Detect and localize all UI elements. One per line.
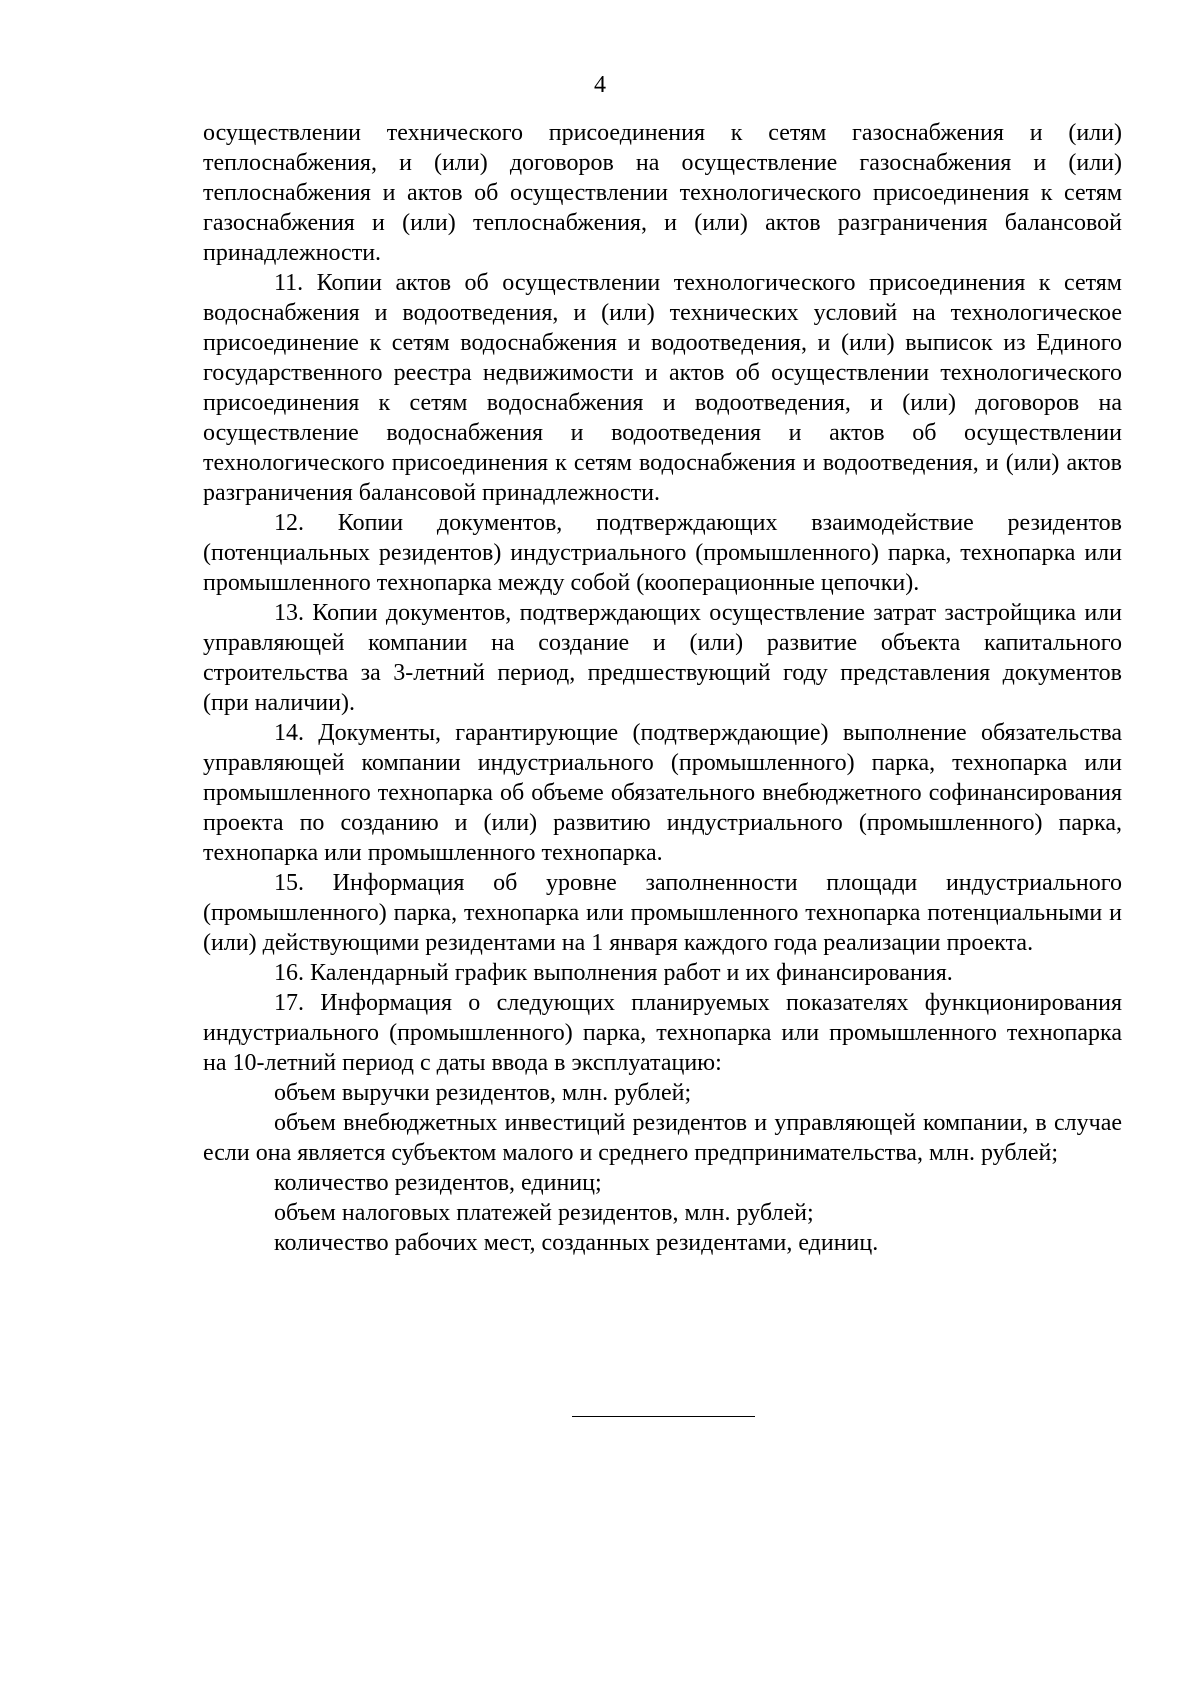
paragraph-item-11: 11. Копии актов об осуществлении технологического присоединения к сетям водоснабжения и водоотведения, и (или) технических условий на технологическое присоединение к сетям водоснабжения и водоотведения, и (или) выписок из Единого государственного реестра недвижимости и актов об осуществлении технологического присоединения к сетям водоснабжения и водоотведения, и (или) договоров на осуществление водоснабжения и водоотведения и актов об осуществлении технологического присоединения к сетям водоснабжения и водоотведения, и (или) актов разграничения балансовой принадлежности. bbox=[203, 270, 1122, 506]
end-of-document-rule bbox=[572, 1416, 755, 1417]
paragraph-item-17: 17. Информация о следующих планируемых показателях функционирования индустриального (промышленного) парка, технопарка или промышленного технопарка на 10-летний период с даты ввода в эксплуатацию: bbox=[203, 990, 1122, 1076]
indicator-tax-payments: объем налоговых платежей резидентов, млн. рублей; bbox=[274, 1200, 814, 1226]
paragraph-item-14: 14. Документы, гарантирующие (подтверждающие) выполнение обязательства управляющей компании индустриального (промышленного) парка, технопарка или промышленного технопарка об объеме обязательного внебюджетного софинансирования проекта по созданию и (или) развитию индустриального (промышленного) парка, технопарка или промышленного технопарка. bbox=[203, 720, 1122, 866]
indicator-investments: объем внебюджетных инвестиций резидентов и управляющей компании, в случае если она является субъектом малого и среднего предпринимательства, млн. рублей; bbox=[203, 1110, 1122, 1166]
paragraph-continuation: осуществлении технического присоединения к сетям газоснабжения и (или) теплоснабжения, и (или) договоров на осуществление газоснабжения и (или) теплоснабжения и актов об осуществлении технологического присоединения к сетям газоснабжения и (или) теплоснабжения, и (или) актов разграничения балансовой принадлежности. bbox=[203, 120, 1122, 266]
paragraph-item-16: 16. Календарный график выполнения работ и их финансирования. bbox=[274, 960, 953, 986]
document-body bbox=[203, 118, 1122, 1258]
paragraph-item-13: 13. Копии документов, подтверждающих осуществление затрат застройщика или управляющей компании на создание и (или) развитие объекта капитального строительства за 3-летний период, предшествующий году представления документов (при наличии). bbox=[203, 600, 1122, 716]
indicator-revenue: объем выручки резидентов, млн. рублей; bbox=[274, 1080, 692, 1106]
indicator-resident-count: количество резидентов, единиц; bbox=[274, 1170, 602, 1196]
page-number: 4 bbox=[594, 72, 606, 98]
indicator-jobs: количество рабочих мест, созданных резидентами, единиц. bbox=[274, 1230, 879, 1256]
paragraph-item-15: 15. Информация об уровне заполненности площади индустриального (промышленного) парка, технопарка или промышленного технопарка потенциальными и (или) действующими резидентами на 1 января каждого года реализации проекта. bbox=[203, 870, 1122, 956]
paragraph-item-12: 12. Копии документов, подтверждающих взаимодействие резидентов (потенциальных резидентов) индустриального (промышленного) парка, технопарка или промышленного технопарка между собой (кооперационные цепочки). bbox=[203, 510, 1122, 596]
